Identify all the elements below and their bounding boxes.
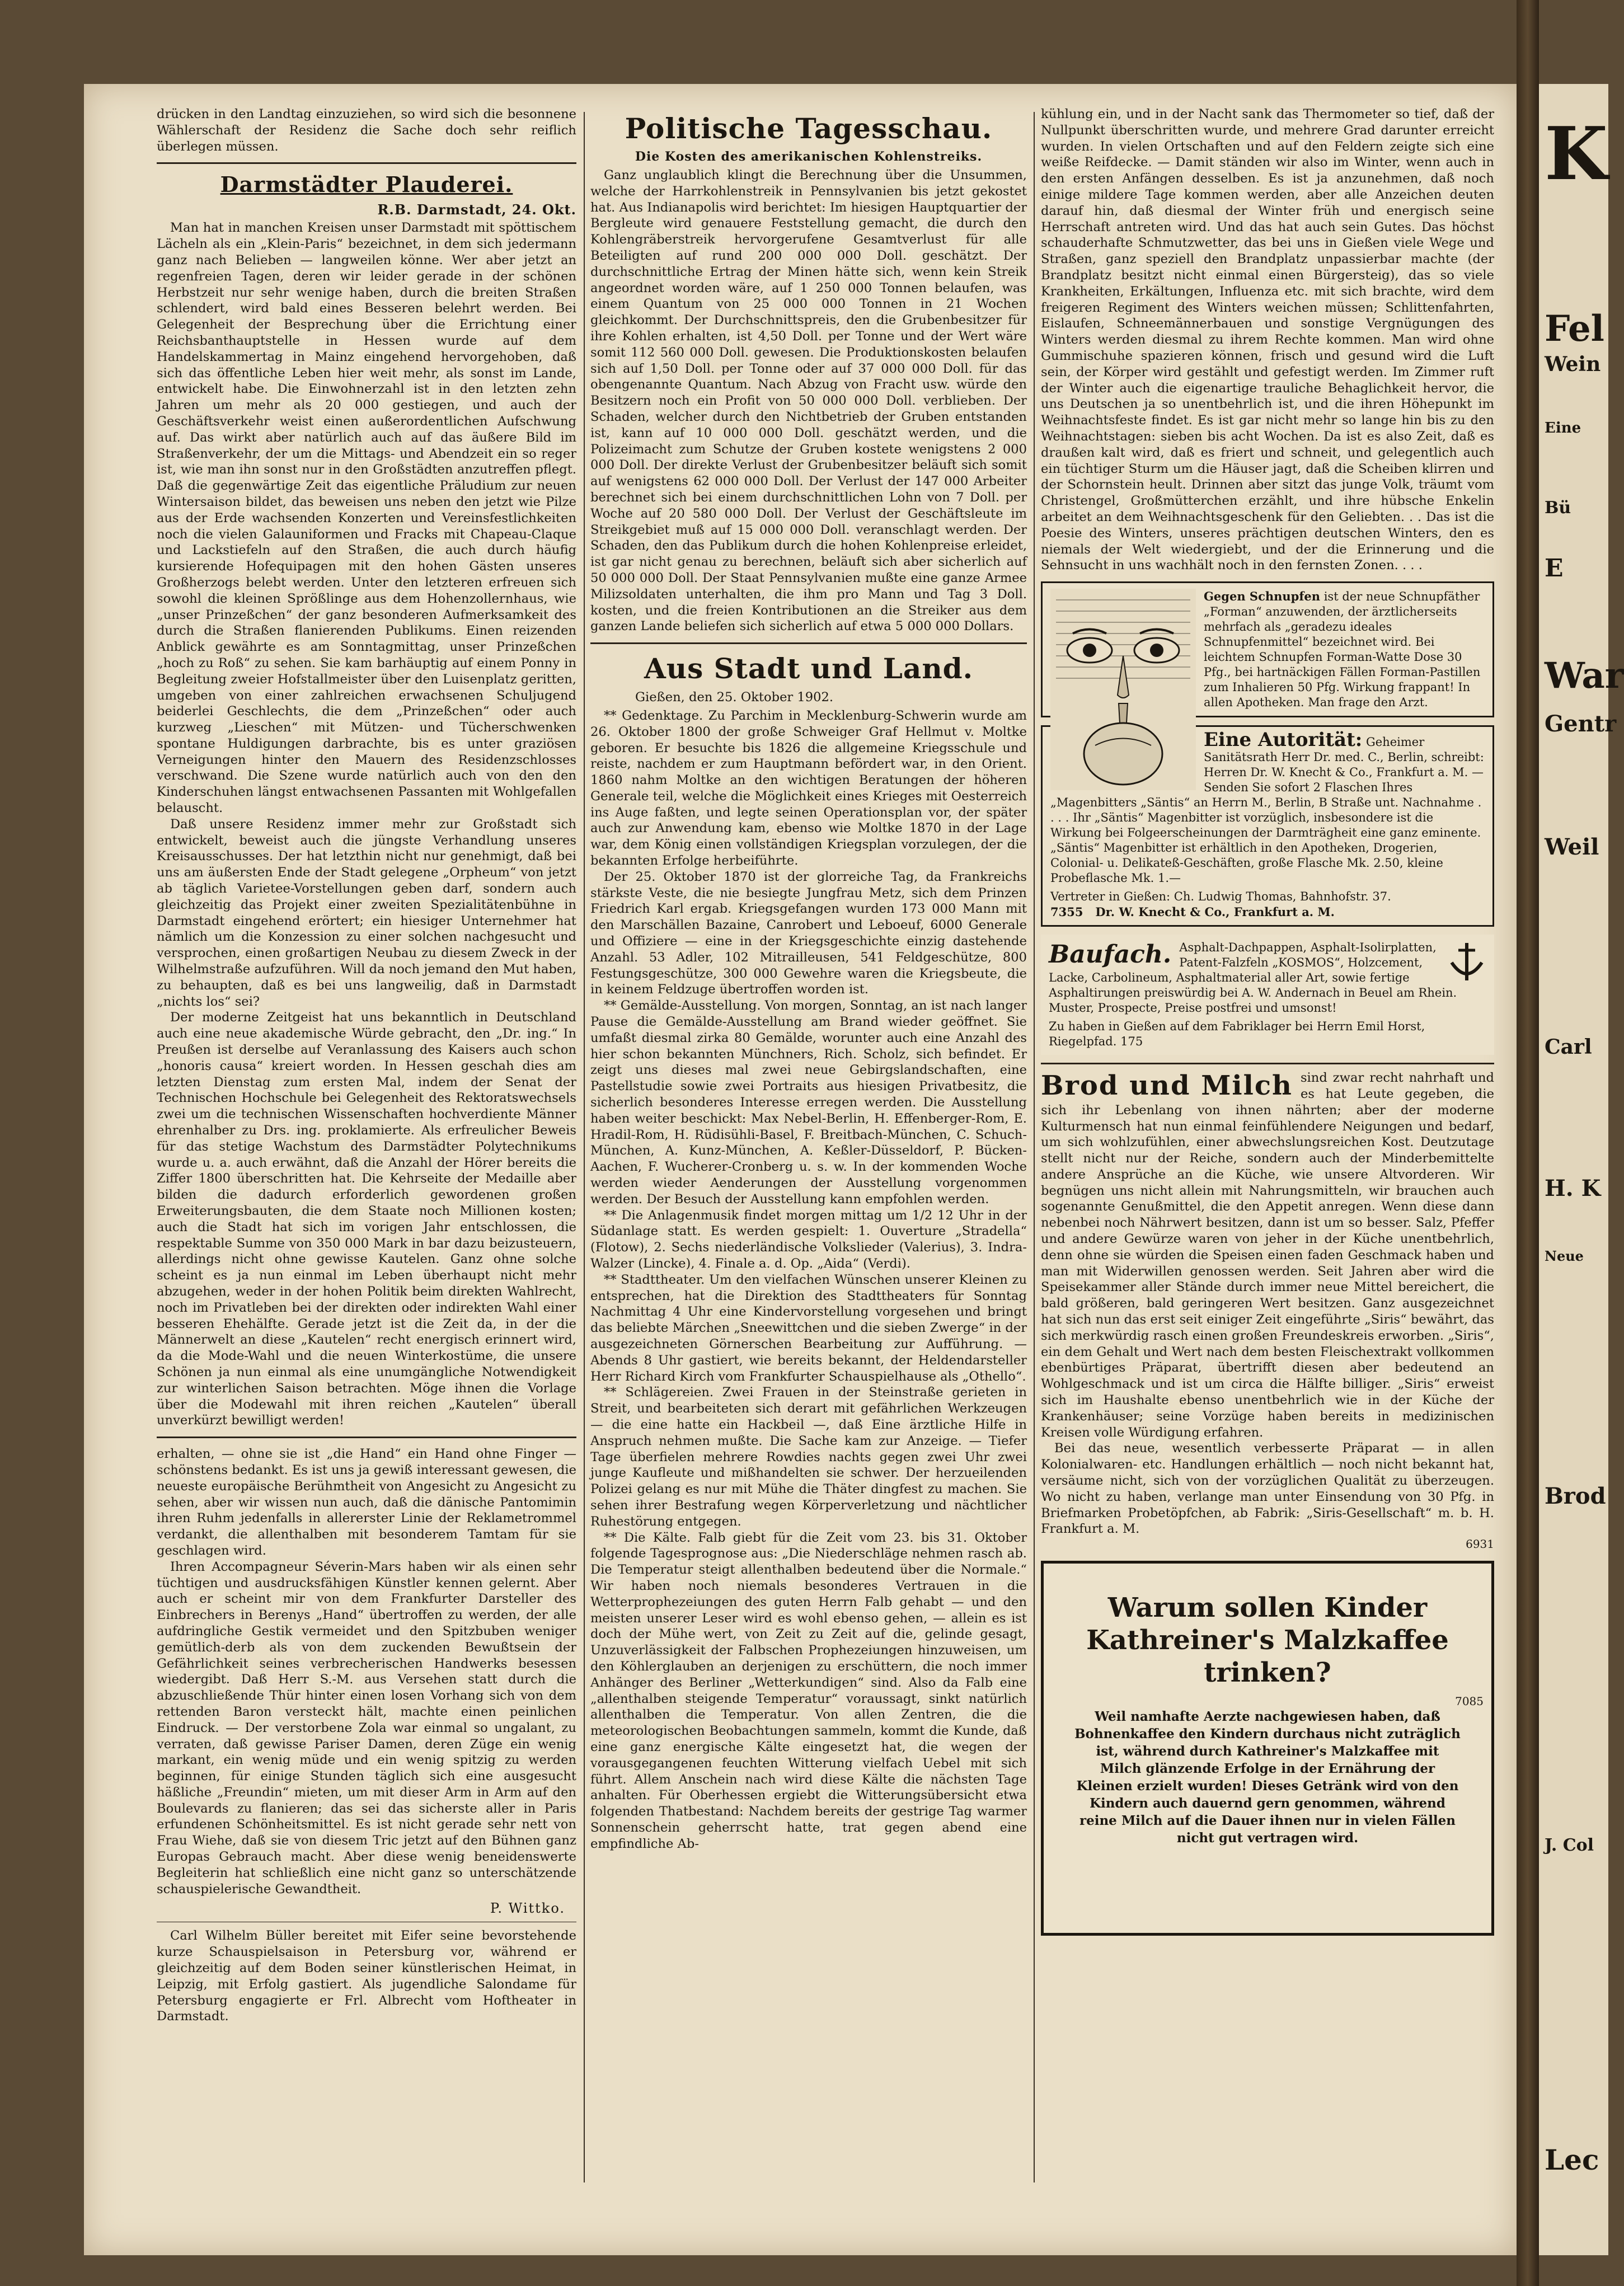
- article-byline: R.B. Darmstadt, 24. Okt.: [377, 201, 576, 218]
- ad-title: Gegen Schnupfen: [1204, 589, 1321, 604]
- ad-number: 6931: [1466, 1537, 1494, 1551]
- advertisement-kathreiner: [1041, 1561, 1494, 1936]
- strip-fragment: Carl: [1545, 1035, 1592, 1059]
- advertisement-baufach: [1041, 935, 1494, 1055]
- strip-fragment: Weil: [1545, 834, 1599, 860]
- article-signature: P. Wittko.: [490, 1900, 565, 1917]
- ad-body: Bei das neue, wesentlich verbesserte Präparat — in allen Kolonialwaren- etc. Handlungen erhältlich — noch nicht bekannt hat, versäume nicht, sich von der vorzüglichen Qualität zu überzeugen. Wo nicht zu haben, verlange man unter Einsendung von 30 Pfg. in Briefmarken Probetöpfchen, ab Fabrik: „Siris-Gesellschaft“ m. b. H. Frankfurt a. M.: [1041, 1441, 1494, 1537]
- newspaper-page: [84, 84, 1517, 2255]
- strip-fragment: Fel: [1545, 308, 1604, 350]
- ad-number: 7355: [1050, 905, 1083, 919]
- face-illustration: [1050, 589, 1196, 790]
- feuilleton-paragraph: erhalten, — ohne sie ist „die Hand“ ein Hand ohne Finger — schönstens bedankt. Es ist uns ja gewiß interessant gewesen, die neueste europäische Berühmtheit von Angesicht zu Angesicht zu sehen, aber wir wissen nun auch, daß die dänische Pantomimin ihren Ruhm jedenfalls in allererster Linie der Reklametrommel verdankt, die allenthalben mit besonderem Tamtam für sie geschlagen wird.: [157, 1447, 576, 1558]
- local-news-item: ** Schlägereien. Zwei Frauen in der Steinstraße gerieten in Streit, und bearbeiteten sich derart mit gefährlichen Werkzeugen — die eine hatte ein Hackbeil —, daß Eine ärztliche Hilfe in Anspruch nehmen mußte. Die Sache kam zur Anzeige. — Tiefer Tage überfielen mehrere Rowdies nachts gegen zwei Uhr zwei junge Kaufleute und mißhandelten sie schwer. Der herzueilenden Polizei gelang es nur mit Mühe die Thäter dingfest zu machen. Sie sehen ihrer Bestrafung wegen Körperverletzung und nächtlicher Ruhestörung entgegen.: [590, 1385, 1027, 1529]
- ad-number: 7085: [1455, 1694, 1484, 1708]
- advertisement-forman: [1041, 581, 1494, 717]
- column-rule: [1034, 112, 1035, 2182]
- divider: [157, 162, 576, 164]
- strip-fragment: J. Col: [1545, 1836, 1594, 1855]
- article-paragraph: Man hat in manchen Kreisen unser Darmstadt mit spöttischem Lächeln als ein „Klein-Paris“ bezeichnet, in dem sich jedermann ganz nach Belieben — langweilen könne. Wer aber jetzt an regenfreien Tagen, deren wir leider gerade in der schönen Herbstzeit nur sehr wenige haben, durch die breiten Straßen schlendert, wird bald eines Besseren belehrt werden. Bei Gelegenheit der Besprechung über die Errichtung einer Reichsbanthauptstelle in Hessen wurde auf dem Handelskammertag in Mainz eingehend hervorgehoben, daß sich das öffentliche Leben hier weit mehr, als sonst im Lande, entwickelt habe. Die Einwohnerzahl ist in den letzten zehn Jahren um mehr als 20 000 gestiegen, und auch der Geschäftsverkehr weist einen außerordentlichen Aufschwung auf. Das wirkt aber natürlich auch auf das äußere Bild im Straßenverkehr, der um die Mittags- und Abendzeit ein so reger ist, wie man ihn sonst nur in den Großstädten anzutreffen pflegt. Daß die gegenwärtige Zeit das eigentliche Präludium zur neuen Wintersaison bildet, das beweisen uns neben den jetzt wie Pilze aus der Erde wachsenden Konzerten und Vereinsfestlichkeiten noch die vielen Galauniformen und Fracks mit Chapeau-Claque und Lackstiefeln auf den Straßen, die auch durch häufig kursierende Hofequipagen mit den hohen Gästen unseres Großherzogs belebt werden. Unter den letzteren erfreuen sich sowohl die kleinen Sprößlinge aus dem Hohenzollernhaus, wie „unser Prinzeßchen“ der ganz besonderen Aufmerksamkeit des durch die Straßen flanierenden Publikums. Einen reizenden Anblick gewährte es am Sonntagmittag, unser Prinzeßchen „hoch zu Roß“ zu sehen. Sie kam barhäuptig auf einem Ponny in Begleitung zweier Hofstallmeister über den Luisenplatz geritten, umgeben von einer zahlreichen erwachsenen Schuljugend beiderlei Geschlechts, die dem „Prinzeßchen“ oder auch kurzweg „Lieschen“ mit Mützen- und Tücherschwenken spontane Huldigungen darbrachte, bis es unter graziösen Verneigungen hinter den Mauern des Residenzschlosses verschwand. Die Szene wurde natürlich auch von den den Kinderschuhen längst entwachsenen Passanten mit Wohlgefallen belauscht.: [157, 220, 576, 816]
- ad-title: Eine Autorität:: [1204, 729, 1363, 752]
- ad-title: Baufach.: [1049, 940, 1172, 969]
- article-heading: Darmstädter Plauderei.: [220, 172, 513, 198]
- feuilleton-paragraph: Ihren Accompagneur Séverin-Mars haben wir als einen sehr tüchtigen und ausdrucksfähigen Künstler kennen gelernt. Aber auch er scheint mir von dem Frankfurter Darsteller des Einbrechers in Berenys „Hand“ übertroffen zu werden, der alle aufdringliche Gestik vermeidet und den Spitzbuben weniger gemütlich-derb als von dem zuckenden Bewußtsein der Gefährlichkeit seines verbrecherischen Handwerks besessen wiedergibt. Daß Herr S.-M. aus Versehen statt durch die abzuschließende Thür hinter einen losen Vorhang sich von dem rettenden Baron versteckt hält, machte einen peinlichen Eindruck. — Der verstorbene Zola war einmal so ungalant, zu verraten, daß gewisse Pariser Damen, deren Züge ein wenig markant, ein wenig müde und ein wenig spitzig zu werden beginnen, für einige Stunden täglich sich eine ausgesucht häßliche „Freundin“ mieten, um mit dieser Arm in Arm auf den Boulevards zu flanieren; das sei das sicherste aller in Paris erfundenen Schönheitsmittel. Es ist nicht gerade sehr nett von Frau Wiehe, daß sie von diesem Tric jetzt auf den Bühnen ganz Europas Gebrauch macht. Aber diese wenig beneidenswerte Begleiterin hat schließlich eine nicht ganz so unterschätzende schauspielerische Gewandtheit.: [157, 1559, 576, 1897]
- section-heading-politics: Politische Tagesschau.: [625, 112, 993, 145]
- divider: [1041, 1063, 1494, 1064]
- feuilleton-divider: [157, 1437, 576, 1438]
- local-news-item: ** Die Anlagenmusik findet morgen mittag um 1/2 12 Uhr in der Südanlage statt. Es werden gespielt: 1. Ouverture „Stradella“ (Flotow), 2. Sechs niederländische Volkslieder (Valerius), 3. Indra-Walzer (Lincke), 4. Finale a. d. Op. „Aida“ (Verdi).: [590, 1208, 1027, 1271]
- article-paragraph: Daß unsere Residenz immer mehr zur Großstadt sich entwickelt, beweist auch die jüngste Verhandlung unseres Kreisausschusses. Der hat letzthin nicht nur genehmigt, daß bei uns am äußersten Ende der Stadt gelegene „Orpheum“ von jetzt ab täglich Varietee-Vorstellungen geben darf, sondern auch gleichzeitig das Projekt einer zweiten Spezialitätenbühne in Darmstadt eingehend erörtert; ein hiesiger Unternehmer hat nämlich um die Konzession zu einer solchen nachgesucht und versprochen, einen großartigen Neubau zu diesem Zweck in der Wilhelmstraße aufzuführen. Will da noch jemand den Mut haben, zu behaupten, daß es bei uns langweilig, daß in Darmstadt „nichts los“ sei?: [157, 816, 576, 1009]
- adjacent-page-strip: [1539, 84, 1624, 2255]
- notice-paragraph: Carl Wilhelm Büller bereitet mit Eifer seine bevorstehende kurze Schauspielsaison in Petersburg vor, während er gleichzeitig auf dem Boden seiner künstlerischen Heimat, in Leipzig, mit Erfolg gastiert. Als jugendliche Salondame für Petersburg engagierte er Frl. Albrecht vom Hoftheater in Darmstadt.: [157, 1928, 576, 2024]
- local-news-item: ** Stadttheater. Um den vielfachen Wünschen unserer Kleinen zu entsprechen, hat die Direktion des Stadttheaters für Sonntag Nachmittag 4 Uhr eine Kindervorstellung vorgesehen und bringt das beliebte Märchen „Sneewittchen und die sieben Zwerge“ in der ausgezeichneten Görnerschen Bearbeitung zur Aufführung. — Abends 8 Uhr gastiert, wie bereits bekannt, der Heldendarsteller Herr Richard Kirch vom Frankfurter Schauspielhause als „Othello“.: [590, 1272, 1027, 1384]
- divider: [590, 642, 1027, 644]
- strip-fragment: Gentr: [1545, 711, 1617, 737]
- local-news-item: ** Die Kälte. Falb giebt für die Zeit vom 23. bis 31. Oktober folgende Tagesprognose aus: „Die Niederschläge nehmen rasch ab. Die Temperatur steigt allenthalben bedeutend über die Normale.“ Wir haben noch niemals besonderes Vertrauen in die Wetterprophezeiungen des guten Herrn Falb gehabt — und den meisten unserer Leser wird es wohl ebenso gehen, — allein es ist doch der Mühe wert, von Zeit zu Zeit auf die, gelinde gesagt, Unzuverlässigkeit der Falbschen Prophezeiungen hinzuweisen, um den Köhlerglauben an derjenigen zu erschüttern, die noch immer Anhänger des Berliner „Wetterkundigen“ sind. Also da Falb eine „allenthalben steigende Temperatur“ voraussagt, sinkt natürlich allenthalben die Temperatur. Von allen Zentren, die die meteorologischen Beobachtungen sammeln, kommt die Kunde, daß eine ganz energische Kälte eingesetzt hat, die wegen der vorausgegangenen feuchten Witterung vielfach Uebel mit sich führt. Allem Anschein nach wird diese Kälte die nächsten Tage anhalten. Für Oberhessen ergiebt die Witterungsübersicht etwa folgenden Thatbestand: Nachdem bereits der gestrige Tag warmer Sonnenschein geherrscht hatte, trat gegen abend eine empfindliche Ab-: [590, 1530, 1027, 1851]
- dateline: Gießen, den 25. Oktober 1902.: [635, 690, 834, 705]
- ad-body: Asphalt-Dachpappen, Asphalt-Isolirplatten, Patent-Falzfeln „KOSMOS“, Holzcement, Lacke, Carbolineum, Asphaltmaterial aller Art, sowie fertige Asphaltirungen preiswürdig bei A. W. Andernach in Beuel am Rhein. Muster, Prospecte, Preise postfrei und umsonst!: [1049, 941, 1457, 1015]
- ad-number: 175: [1120, 1035, 1143, 1049]
- anchor-trademark-icon: [1447, 940, 1486, 985]
- ad-title: Brod und Milch: [1041, 1070, 1293, 1102]
- strip-fragment: Bü: [1545, 498, 1571, 518]
- column-2: [590, 106, 1027, 2199]
- ad-firm: Dr. W. Knecht & Co., Frankfurt a. M.: [1095, 905, 1335, 919]
- section-heading-local: Aus Stadt und Land.: [644, 652, 974, 686]
- strip-fragment: E: [1545, 554, 1564, 583]
- ad-lager: Zu haben in Gießen auf dem Fabriklager bei Herrn Emil Horst, Riegelpfad.: [1049, 1020, 1425, 1049]
- article-subheading: Die Kosten des amerikanischen Kohlenstreiks.: [635, 149, 983, 164]
- ad-body: sind zwar recht nahrhaft und es hat Leute gegeben, die sich ihr Lebenlang von ihnen nährten; aber der moderne Kulturmensch hat nun einmal feinfühlendere Neigungen und bedarf, um sich wohlzufühlen, einer abwechslungsreichen Kost. Deutzutage stellt nicht nur der Reiche, sondern auch der Minderbemittelte andere Ansprüche an die Küche, wie unsere Altvorderen. Wir begnügen uns nicht allein mit Nahrungsmitteln, wir brauchen auch sogenannte Genußmittel, die den Appetit anregen. Wenn diese dann nebenbei noch Nährwert besitzen, dann ist um so besser. Salz, Pfeffer und andere Gewürze waren von jeher in der Küche unentbehrlich, denn ohne sie würden die Speisen einen faden Geschmack haben und man mit Widerwillen genossen werden. Seit Jahren aber wird die Speisekammer aller Stände durch immer neue Mittel bereichert, die bald größeren, bald geringeren Wert besitzen. Ganz ausgezeichnet hat sich nun das erst seit einiger Zeit eingeführte „Siris“ bewährt, das sich merkwürdig rasch einen großen Freundeskreis erworben. „Siris“, ein dem Gehalt und Wert nach dem besten Fleischextrakt vollkommen ebenbürtiges Präparat, übertrifft diesen aber bedeutend an Wohlgeschmack und ist um circa die Hälfte billiger. „Siris“ erweist sich im Haushalte ebenso unentbehrlich wie in der Küche der Krankenhäuser; seine Vorzüge haben bereits in medizinischen Kreisen volle Würdigung erfahren.: [1041, 1071, 1494, 1440]
- column-1: [157, 106, 576, 2199]
- column-3: [1041, 106, 1494, 2199]
- strip-fragment: Brod: [1545, 1483, 1606, 1509]
- ad-body: Geheimer Sanitätsrath Herr Dr. med. C., Berlin, schreibt: Herren Dr. W. Knecht & Co., Frankfurt a. M. — Senden Sie sofort 2 Flaschen Ihres „Magenbitters „Säntis“ an Herrn M., Berlin, B Straße unt. Nachnahme . . . . Ihr „Säntis“ Magenbitter ist vorzüglich, insbesondere ist die Wirkung bei Folgeerscheinungen der Darmträgheit eine ganz eminente. „Säntis“ Magenbitter ist erhältlich in den Apotheken, Drogerien, Colonial- u. Delikateß-Geschäften, große Flasche Mk. 2.50, kleine Probeflasche Mk. 1.—: [1050, 735, 1484, 885]
- column-rule: [584, 112, 585, 2182]
- article-paragraph: kühlung ein, und in der Nacht sank das Thermometer so tief, daß der Nullpunkt überschritten wurde, und mehrere Grad darunter erreicht wurden. In vielen Ortschaften und auf den Feldern zeigte sich eine weiße Reifdecke. — Damit ständen wir also im Winter, wenn auch in den ersten Anfängen desselben. Es ist ja anzunehmen, daß noch einige mildere Tage kommen werden, aber alle Anzeichen deuten darauf hin, daß diesmal der Winter früh und energisch seine Herrschaft antreten wird. Und das hat auch sein Gutes. Das höchst schauderhafte Schmutzwetter, das bei uns in Gießen viele Wege und Straßen, ganz speziell den Brandplatz unpassierbar machte (der Brandplatz besitzt nicht einmal einen Bürgersteig), das so viele Krankheiten, Erkältungen, Influenza etc. mit sich brachte, wird dem freigeren Regiment des Winters weichen müssen; Schlittenfahrten, Eislaufen, Schneemännerbauen und sonstige Vergnügungen des Winters werden diesmal zu ihrem Rechte kommen. Man wird ohne Gummischuhe spazieren können, frisch und gesund wird die Luft sein, der Körper wird gestählt und gefestigt werden. Im Zimmer ruft der Winter auch die eigenartige trauliche Behaglichkeit hervor, die uns Deutschen ja so unentbehrlich ist, und die ihren Höhepunkt im Weihnachtsfeste findet. Es ist gar nicht mehr so lange hin bis zu den Weihnachtstagen: sieben bis acht Wochen. Da ist es also Zeit, daß es draußen kalt wird, daß es friert und schneit, und gelegentlich auch ein tüchtiger Sturm um die Häuser jagt, daß die Scheiben klirren und der Schornstein heult. Drinnen aber sitzt das junge Volk, träumt vom Christengel, Großmütterchen erzählt, und ihre hübsche Enkelin arbeitet an dem Weihnachtsgeschenk für den Geliebten. . . Das ist die Poesie des Winters, unseres prächtigen deutschen Winters, den es niemals der Welt wiedergiebt, und der die Erinnerung und die Sehnsucht in uns wachhält noch in den fernsten Zonen. . . .: [1041, 107, 1494, 573]
- strip-fragment: Neue: [1545, 1248, 1584, 1264]
- strip-fragment: Wein: [1545, 353, 1601, 376]
- local-news-item: Der 25. Oktober 1870 ist der glorreiche Tag, da Frankreichs stärkste Veste, die nie besiegte Jungfrau Metz, sich dem Prinzen Friedrich Karl ergab. Kriegsgefangen wurden 173 000 Mann mit den Marschällen Bazaine, Canrobert und Leboeuf, 6000 Generale und Offiziere — eine in der Kriegsgeschichte einzig dastehende Anzahl. 53 Adler, 102 Mitrailleusen, 541 Feldgeschütze, 800 Festungsgeschütze, 300 000 Gewehre waren die Kriegsbeute, die in keinem Feldzuge übertroffen worden ist.: [590, 869, 1027, 997]
- strip-fragment: Eine: [1545, 420, 1581, 436]
- strip-fragment: Lec: [1545, 2143, 1599, 2176]
- ad-body: ist der neue Schnupfäther „Forman“ anzuwenden, der ärztlicherseits mehrfach als „geradezu ideales Schnupfenmittel“ bezeichnet wird. Bei leichtem Schnupfen Forman-Watte Dose 30 Pfg., bei hartnäckigen Fällen Forman-Pastillen zum Inhalieren 50 Pfg. Wirkung frappant! In allen Apotheken. Man frage den Arzt.: [1204, 590, 1481, 710]
- ad-title: Warum sollen Kinder Kathreiner's Malzkaffee trinken?: [1086, 1592, 1449, 1689]
- strip-fragment: H. K: [1545, 1175, 1601, 1201]
- strip-fragment: K: [1545, 111, 1608, 196]
- article-paragraph: Der moderne Zeitgeist hat uns bekanntlich in Deutschland auch eine neue akademische Würde gebracht, den „Dr. ing.“ In Preußen ist derselbe auf Veranlassung des Kaisers auch schon „honoris causa“ kreiert worden. In Hessen geschah dies am letzten Dienstag zum ersten Mal, indem der Senat der Technischen Hochschule bei Gelegenheit des Rektoratswechsels zwei um die technischen Wissenschaften hochverdiente Männer ehrenhalber zu Drs. ing. proklamierte. Als erfreulicher Beweis für das stetige Wachstum des Darmstädter Polytechnikums wurde u. a. auch erwähnt, daß die Anzahl der Hörer bereits die Ziffer 1800 überschritten hat. Die Kehrseite der Medaille aber bilden die dadurch erforderlich gewordenen großen Erweiterungsbauten, die dem Staate noch Millionen kosten; auch die Stadt hat sich im vorigen Jahr entschlossen, die respektable Summe von 350 000 Mark in bar dazu beizusteuern, allerdings nicht ohne gewisse Kautelen. Ganz ohne solche scheint es ja nun einmal im Leben überhaupt nicht mehr abzugehen, weder in der hohen Politik beim direkten Wahlrecht, noch im Privatleben bei der direkten oder indirekten Wahl einer besseren Ehehälfte. Gerade jetzt ist die Zeit da, in der die Männerwelt an diese „Kautelen“ recht energisch erinnert wird, da die Mode-Wahl und die neuen Winterkostüme, die unsere Schönen ja nun einmal als eine unumgängliche Notwendigkeit zur winterlichen Saison betrachten. Möge ihnen die Vorlage über die Modewahl mit ihren reichen „Kautelen“ überall unverkürzt bewilligt werden!: [157, 1010, 576, 1428]
- ad-vertreter: Vertreter in Gießen: Ch. Ludwig Thomas, Bahnhofstr. 37.: [1050, 890, 1391, 904]
- local-news-item: ** Gemälde-Ausstellung. Von morgen, Sonntag, an ist nach langer Pause die Gemälde-Ausstellung am Brand wieder geöffnet. Sie umfaßt diesmal zirka 80 Gemälde, worunter auch eine Anzahl des hier schon bekannten Münchners, Rich. Scholz, sich befindet. Er zeigt uns dieses mal zwei neue Gebirgslandschaften, eine Pastellstudie sowie zwei Portraits aus hiesigen Privatbesitz, die sicherlich besonderes Interesse erregen werden. Die Ausstellung haben weiter beschickt: Max Nebel-Berlin, H. Effenberger-Rom, E. Hradil-Rom, H. Rüdisühli-Basel, F. Breitbach-München, C. Schuch-München, A. Kunz-München, A. Keßler-Düsseldorf, P. Bücken-Aachen, F. Wucherer-Cronberg u. s. w. In der kommenden Woche werden wieder Aenderungen der Ausstellung vorgenommen werden. Der Besuch der Ausstellung kann empfohlen werden.: [590, 998, 1027, 1207]
- book-gutter: [1517, 0, 1539, 2286]
- ad-body: Weil namhafte Aerzte nachgewiesen haben, daß Bohnenkaffee den Kindern durchaus nicht zuträglich ist, während durch Kathreiner's Malzkaffee mit Milch glänzende Erfolge in der Ernährung der Kleinen erzielt wurden! Dieses Getränk wird von den Kindern auch dauernd gern genommen, während reine Milch auf die Dauer ihnen nur in vielen Fällen nicht gut vertragen wird.: [1074, 1709, 1461, 1846]
- strip-fragment: War: [1545, 655, 1624, 697]
- local-news-item: ** Gedenktage. Zu Parchim in Mecklenburg-Schwerin wurde am 26. Oktober 1800 der große Schweiger Graf Hellmut v. Moltke geboren. Er besuchte bis 1826 die allgemeine Kriegsschule und reiste, nachdem er zum Hauptmann befördert war, in den Orient. 1860 nahm Moltke an den wichtigen Beratungen der höheren Generale teil, welche die Möglichkeit eines Krieges mit Oesterreich ins Auge faßten, und legte seinen Operationsplan vor, der später auch zur Anwendung kam, ebenso wie Moltke 1870 in der Lage war, dem König einen vollständigen Kriegsplan vorzulegen, der die bekannten Erfolge herbeiführte.: [590, 708, 1027, 869]
- advertisement-siris: [1041, 1070, 1494, 1551]
- article-paragraph: Ganz unglaublich klingt die Berechnung über die Unsummen, welche der Harrkohlenstreik in Pennsylvanien bis jetzt gekostet hat. Aus Indianapolis wird berichtet: Im hiesigen Hauptquartier der Bergleute wird genauere Feststellung gemacht, die durch den Kohlengräberstreik hervorgerufene Gesamtverlust für alle Beteiligten auf rund 200 000 000 Doll. geschätzt. Der durchschnittliche Ertrag der Minen hätte sich, wenn kein Streik angeordnet worden wäre, auf 1 250 000 Tonnen belaufen, was einem Quantum von 25 000 000 Tonnen in 21 Wochen gleichkommt. Der Durchschnittspreis, den die Grubenbesitzer für ihre Kohlen erhalten, ist 4,50 Doll. per Tonne und der Wert wäre somit 112 560 000 Doll. gewesen. Die Produktionskosten belaufen sich auf 1,50 Doll. per Tonne oder auf 37 000 000 Doll. für das obengenannte Quantum. Nach Abzug von Fracht usw. würde den Besitzern noch ein Profit von 50 000 000 Doll. verblieben. Der Schaden, welcher durch den Nichtbetrieb der Gruben entstanden ist, kann auf 10 000 000 Doll. geschätzt werden, und die Polizeimacht zum Schutze der Gruben kostete wenigstens 2 000 000 Doll. Der direkte Verlust der Grubenbesitzer beläuft sich somit auf wenigstens 62 000 000 Doll. Der Verlust der 147 000 Arbeiter berechnet sich bei einem durchschnittlichen Lohn von 7 Doll. per Woche auf 20 580 000 Doll. Der Verlust der Geschäftsleute im Streikgebiet muß auf 15 000 000 Doll. veranschlagt werden. Der Schaden, den das Publikum durch die hohen Kohlenpreise erleidet, ist gar nicht genau zu berechnen, beläuft sich aber sicherlich auf 50 000 000 Doll. Der Staat Pennsylvanien mußte eine ganze Armee Milizsoldaten unterhalten, die ihm pro Mann und Tag 3 Doll. kosten, und die freien Kontributionen an die Streiker aus dem ganzen Lande beliefen sich sicherlich auf etwa 5 000 000 Dollars.: [590, 168, 1027, 634]
- intro-text: drücken in den Landtag einzuziehen, so wird sich die besonnene Wählerschaft der Residenz die Sache doch sehr reiflich überlegen müssen.: [157, 107, 576, 154]
